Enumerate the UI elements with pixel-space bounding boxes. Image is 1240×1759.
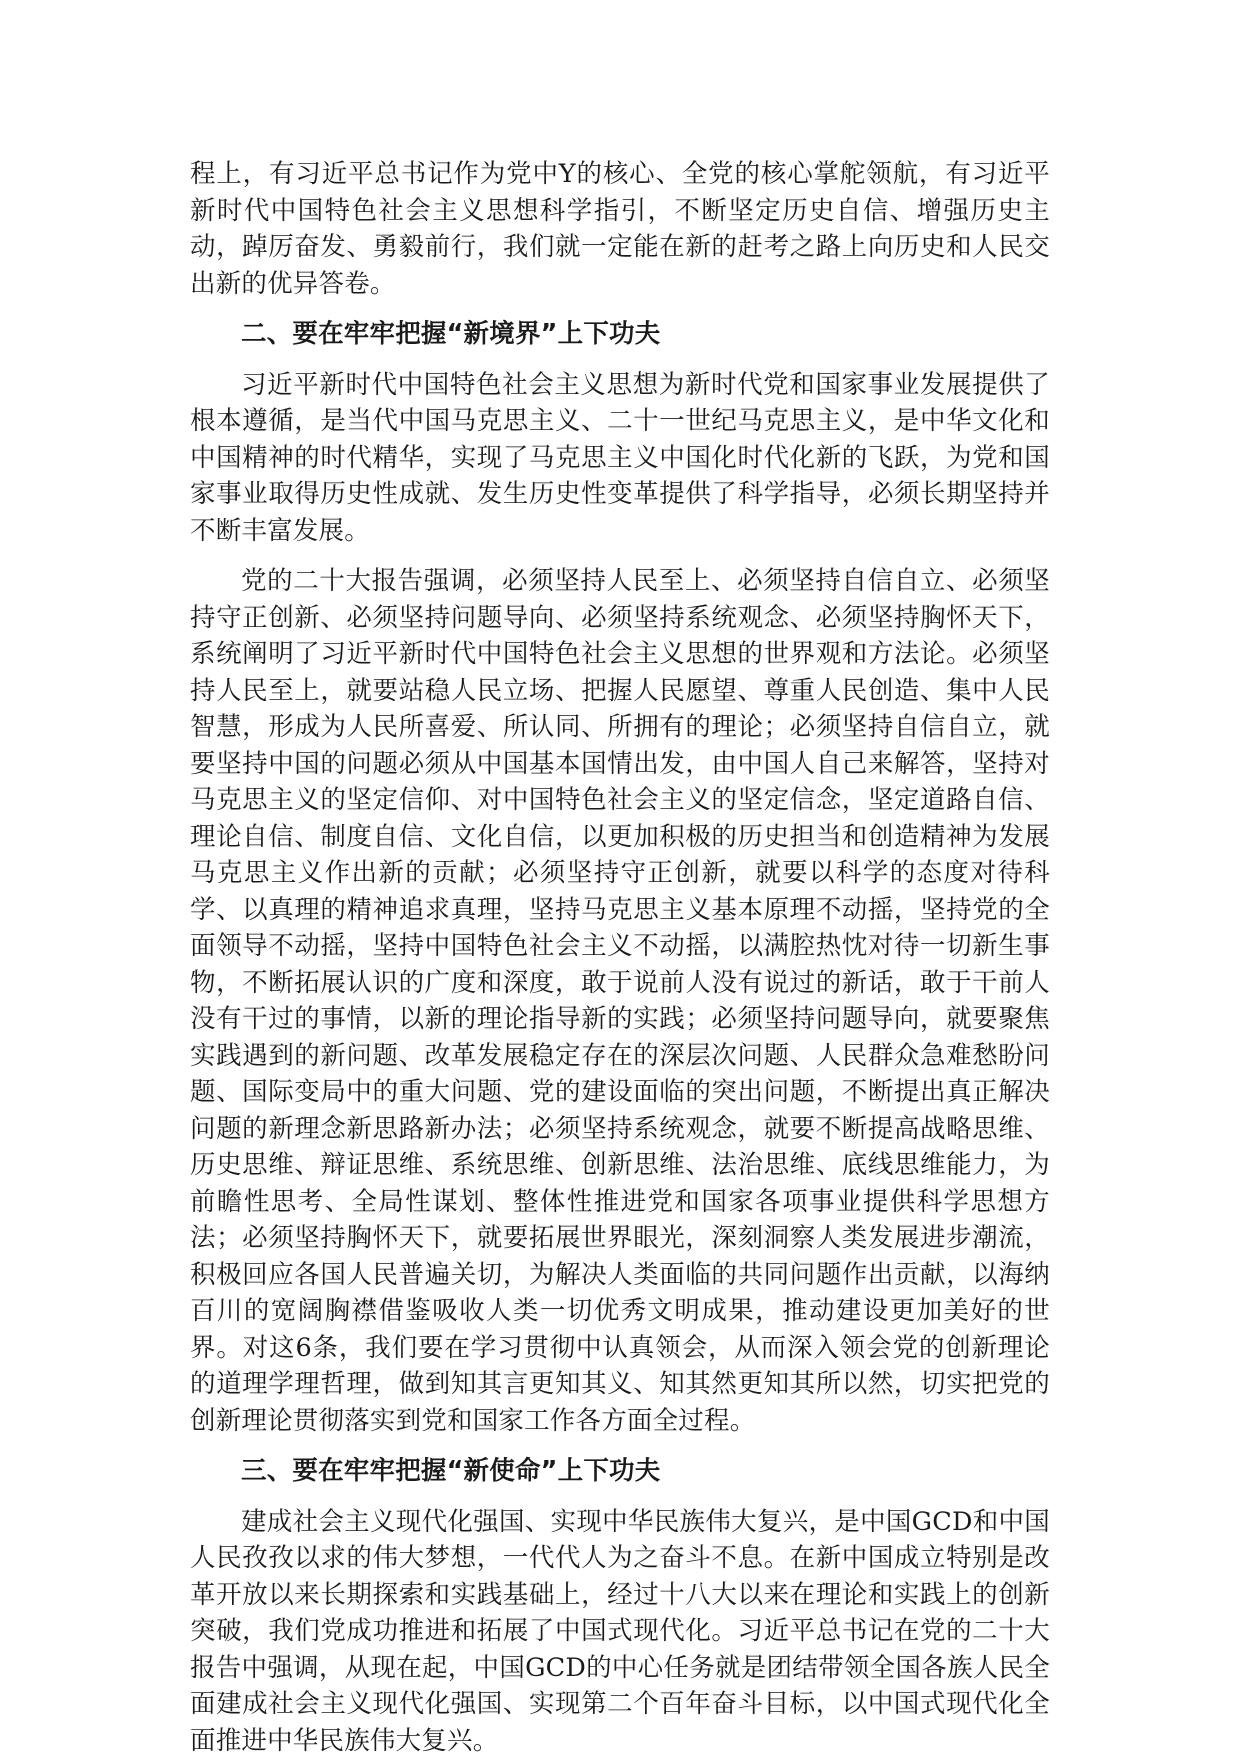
paragraph-six-principles: 党的二十大报告强调，必须坚持人民至上、必须坚持自信自立、必须坚持守正创新、必须坚持问题导向、必须坚持系统观念、必须坚持胸怀天下，系统阐明了习近平新时代中国特色社会主义思想的世界观和方法论。必须坚持人民至上，就要站稳人民立场、把握人民愿望、尊重人民创造、集中人民智慧，形成为人民所喜爱、所认同、所拥有的理论；必须坚持自信自立，就要坚持中国的问题必须从中国基本国情出发，由中国人自己来解答，坚持对马克思主义的坚定信仰、对中国特色社会主义的坚定信念，坚定道路自信、理论自信、制度自信、文化自信，以更加积极的历史担当和创造精神为发展马克思主义作出新的贡献；必须坚持守正创新，就要以科学的态度对待科学、以真理的精神追求真理，坚持马克思主义基本原理不动摇，坚持党的全面领导不动摇，坚持中国特色社会主义不动摇，以满腔热忱对待一切新生事物，不断拓展认识的广度和深度，敢于说前人没有说过的新话，敢于干前人没有干过的事情，以新的理论指导新的实践；必须坚持问题导向，就要聚焦实践遇到的新问题、改革发展稳定存在的深层次问题、人民群众急难愁盼问题、国际变局中的重大问题、党的建设面临的突出问题，不断提出真正解决问题的新理念新思路新办法；必须坚持系统观念，就要不断提高战略思维、历史思维、辩证思维、系统思维、创新思维、法治思维、底线思维能力，为前瞻性思考、全局性谋划、整体性推进党和国家各项事业提供科学思想方法；必须坚持胸怀天下，就要拓展世界眼光，深刻洞察人类发展进步潮流，积极回应各国人民普遍关切，为解决人类面临的共同问题作出贡献，以海纳百川的宽阔胸襟借鉴吸收人类一切优秀文明成果，推动建设更加美好的世界。对这6条，我们要在学习贯彻中认真领会，从而深入领会党的创新理论的道理学理哲理，做到知其言更知其义、知其然更知其所以然，切实把党的创新理论贯彻落实到党和国家工作各方面全过程。 bbox=[190, 563, 1050, 1439]
paragraph-continuation: 程上，有习近平总书记作为党中Y的核心、全党的核心掌舵领航，有习近平新时代中国特色社会主义思想科学指引，不断坚定历史自信、增强历史主动，踔厉奋发、勇毅前行，我们就一定能在新的赶考之路上向历史和人民交出新的优异答卷。 bbox=[190, 156, 1050, 302]
section-heading-new-mission: 三、要在牢牢把握“新使命”上下功夫 bbox=[190, 1453, 1050, 1490]
paragraph-modernization: 建成社会主义现代化强国、实现中华民族伟大复兴，是中国GCD和中国人民孜孜以求的伟大梦想，一代代人为之奋斗不息。在新中国成立特别是改革开放以来长期探索和实践基础上，经过十八大以来在理论和实践上的创新突破，我们党成功推进和拓展了中国式现代化。习近平总书记在党的二十大报告中强调，从现在起，中国GCD的中心任务就是团结带领全国各族人民全面建成社会主义现代化强国、实现第二个百年奋斗目标，以中国式现代化全面推进中华民族伟大复兴。 bbox=[190, 1504, 1050, 1759]
paragraph-thought-guidance: 习近平新时代中国特色社会主义思想为新时代党和国家事业发展提供了根本遵循，是当代中国马克思主义、二十一世纪马克思主义，是中华文化和中国精神的时代精华，实现了马克思主义中国化时代化新的飞跃，为党和国家事业取得历史性成就、发生历史性变革提供了科学指导，必须长期坚持并不断丰富发展。 bbox=[190, 367, 1050, 550]
section-heading-new-realm: 二、要在牢牢把握“新境界”上下功夫 bbox=[190, 316, 1050, 353]
